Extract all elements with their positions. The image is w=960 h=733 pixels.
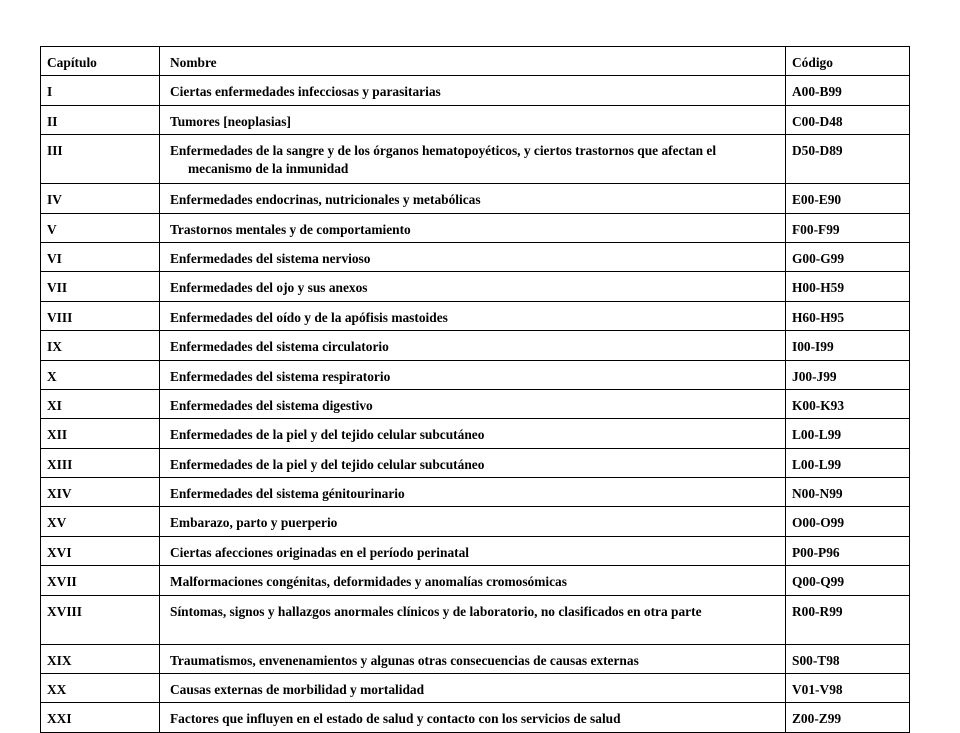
table-row (41, 478, 910, 507)
code-cell: Q00-Q99 (786, 566, 910, 595)
header-name: Nombre (160, 47, 786, 76)
header-code: Código (786, 47, 910, 76)
table-row (41, 242, 910, 271)
name-text: Embarazo, parto y puerperio (170, 515, 338, 531)
name-text: Enfermedades del sistema circulatorio (170, 339, 389, 355)
name-text: Enfermedades endocrinas, nutricionales y metabólicas (170, 192, 481, 208)
table-row (41, 644, 910, 673)
name-text: Factores que influyen en el estado de salud y contacto con los servicios de salud (170, 711, 621, 727)
table-row (41, 448, 910, 477)
name-cell (160, 272, 786, 301)
name-text: Malformaciones congénitas, deformidades y anomalías cromosómicas (170, 574, 567, 590)
chapter-cell: XI (41, 389, 160, 418)
name-cell (160, 242, 786, 271)
chapter-cell: VIII (41, 301, 160, 330)
name-cell (160, 644, 786, 673)
table-row (41, 213, 910, 242)
name-cell (160, 389, 786, 418)
chapter-cell: VI (41, 242, 160, 271)
chapter-cell: XVII (41, 566, 160, 595)
chapter-cell: IX (41, 331, 160, 360)
table-row (41, 184, 910, 213)
chapter-cell: VII (41, 272, 160, 301)
code-cell: G00-G99 (786, 242, 910, 271)
name-text: Trastornos mentales y de comportamiento (170, 221, 411, 237)
chapter-cell: XIV (41, 478, 160, 507)
name-cell (160, 674, 786, 703)
code-cell: K00-K93 (786, 389, 910, 418)
code-cell: J00-J99 (786, 360, 910, 389)
code-cell: O00-O99 (786, 507, 910, 536)
name-cell (160, 213, 786, 242)
chapter-cell: XIX (41, 644, 160, 673)
name-text: Enfermedades del sistema respiratorio (170, 368, 391, 384)
code-cell: H60-H95 (786, 301, 910, 330)
name-cell (160, 184, 786, 213)
table-row (41, 360, 910, 389)
name-text: Enfermedades del sistema génitourinario (170, 486, 405, 502)
chapter-cell: XVIII (41, 595, 160, 644)
table-row (41, 389, 910, 418)
name-cell (160, 105, 786, 134)
name-cell (160, 595, 786, 644)
table-row (41, 536, 910, 565)
name-cell (160, 566, 786, 595)
table-row (41, 566, 910, 595)
table-row (41, 272, 910, 301)
name-text: Ciertas enfermedades infecciosas y parasitarias (170, 84, 441, 100)
table-row (41, 135, 910, 184)
chapter-cell: X (41, 360, 160, 389)
table-row (41, 674, 910, 703)
name-cell (160, 478, 786, 507)
table-row (41, 703, 910, 732)
header-chapter: Capítulo (41, 47, 160, 76)
name-text: Enfermedades de la sangre y de los órganos hematopoyéticos, y ciertos trastornos que afectan el mecanismo de la inmunidad (170, 143, 717, 177)
code-cell: P00-P96 (786, 536, 910, 565)
chapter-cell: III (41, 135, 160, 184)
name-text: Ciertas afecciones originadas en el período perinatal (170, 544, 470, 560)
code-cell: N00-N99 (786, 478, 910, 507)
code-cell: H00-H59 (786, 272, 910, 301)
name-cell (160, 703, 786, 732)
name-cell (160, 507, 786, 536)
name-cell (160, 331, 786, 360)
chapter-cell: XXI (41, 703, 160, 732)
code-cell: Z00-Z99 (786, 703, 910, 732)
chapter-cell: XII (41, 419, 160, 448)
name-text: Traumatismos, envenenamientos y algunas otras consecuencias de causas externas (170, 652, 639, 668)
name-text: Enfermedades del ojo y sus anexos (170, 280, 368, 296)
chapter-cell: I (41, 76, 160, 105)
table-row (41, 419, 910, 448)
name-text: Enfermedades del oído y de la apófisis mastoides (170, 309, 448, 325)
chapter-cell: XX (41, 674, 160, 703)
table-row (41, 76, 910, 105)
code-cell: S00-T98 (786, 644, 910, 673)
table-header-row (41, 47, 910, 76)
code-cell: L00-L99 (786, 448, 910, 477)
name-text: Enfermedades de la piel y del tejido celular subcutáneo (170, 456, 485, 472)
table-row (41, 331, 910, 360)
name-cell (160, 448, 786, 477)
code-cell: R00-R99 (786, 595, 910, 644)
code-cell: D50-D89 (786, 135, 910, 184)
code-cell: I00-I99 (786, 331, 910, 360)
name-cell (160, 135, 786, 184)
icd-chapters-table (40, 46, 910, 733)
name-cell (160, 301, 786, 330)
name-text: Síntomas, signos y hallazgos anormales clínicos y de laboratorio, no clasificados en otra parte (170, 603, 702, 619)
table-row (41, 595, 910, 644)
chapter-cell: V (41, 213, 160, 242)
name-cell (160, 419, 786, 448)
name-cell (160, 76, 786, 105)
chapter-cell: XV (41, 507, 160, 536)
name-text: Enfermedades del sistema digestivo (170, 397, 373, 413)
code-cell: C00-D48 (786, 105, 910, 134)
code-cell: F00-F99 (786, 213, 910, 242)
name-text: Enfermedades del sistema nervioso (170, 250, 371, 266)
chapter-cell: IV (41, 184, 160, 213)
code-cell: A00-B99 (786, 76, 910, 105)
table-row (41, 105, 910, 134)
code-cell: E00-E90 (786, 184, 910, 213)
chapter-cell: XVI (41, 536, 160, 565)
name-text: Enfermedades de la piel y del tejido celular subcutáneo (170, 427, 485, 443)
name-cell (160, 360, 786, 389)
name-text: Tumores [neoplasias] (170, 113, 291, 129)
name-cell (160, 536, 786, 565)
code-cell: L00-L99 (786, 419, 910, 448)
table-row (41, 507, 910, 536)
code-cell: V01-V98 (786, 674, 910, 703)
name-text: Causas externas de morbilidad y mortalidad (170, 682, 425, 698)
chapter-cell: XIII (41, 448, 160, 477)
table-row (41, 301, 910, 330)
chapter-cell: II (41, 105, 160, 134)
